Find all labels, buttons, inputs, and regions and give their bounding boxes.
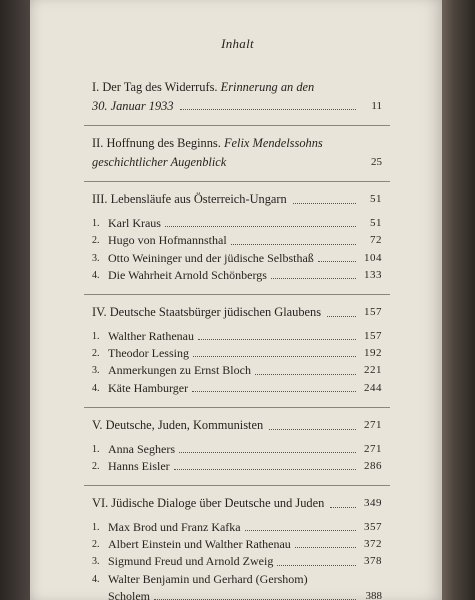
toc-entry — [92, 362, 382, 379]
toc-entry — [92, 328, 382, 345]
dot-leader — [255, 374, 356, 375]
page-number: 104 — [364, 251, 382, 264]
page-number: 157 — [364, 329, 382, 342]
page-number: 51 — [370, 193, 382, 206]
dot-leader — [269, 429, 356, 430]
page-number: 271 — [364, 418, 382, 431]
section-number: IV. — [92, 305, 107, 320]
entry-title: Karl Kraus — [108, 215, 161, 230]
toc-entry — [92, 441, 382, 458]
entry-title: Otto Weininger und der jüdische Selbsthaß — [108, 250, 314, 265]
toc-section-4 — [92, 295, 382, 407]
entry-index: 2. — [92, 348, 100, 360]
page-number: 157 — [364, 306, 382, 319]
entry-index: 3. — [92, 556, 100, 568]
entry-title: Hugo von Hofmannsthal — [108, 233, 227, 248]
section-title: Der Tag des Widerrufs. — [102, 80, 218, 94]
toc-section-6 — [92, 486, 382, 600]
section-heading — [92, 190, 382, 209]
entry-index: 2. — [92, 539, 100, 551]
entry-title: Albert Einstein und Walther Rathenau — [108, 537, 291, 552]
entry-title: Sigmund Freud und Arnold Zweig — [108, 554, 274, 569]
toc-entry — [92, 215, 382, 232]
dot-leader — [293, 203, 356, 204]
page-number: 51 — [370, 216, 382, 229]
section-heading — [92, 416, 382, 435]
page-number: 357 — [364, 520, 382, 533]
section-subtitle: Felix Mendelssohns — [223, 136, 323, 151]
section-number: II. — [92, 136, 104, 151]
section-title: Lebensläufe aus Österreich-Ungarn — [110, 192, 287, 207]
toc-entry — [92, 345, 382, 362]
toc-section-2 — [92, 126, 382, 181]
dot-leader — [180, 109, 356, 110]
section-subtitle: Erinnerung an den — [220, 80, 315, 94]
dot-leader — [318, 261, 356, 262]
entry-title: Max Brod und Franz Kafka — [108, 519, 241, 534]
section-subtitle-cont: geschichtlicher Augenblick — [92, 154, 227, 169]
page-number: 378 — [364, 555, 382, 568]
section-heading — [92, 134, 382, 171]
entry-index: 4. — [92, 573, 100, 585]
entry-index: 4. — [92, 269, 100, 281]
dot-leader — [192, 391, 356, 392]
section-number: VI. — [92, 496, 109, 511]
dot-leader — [271, 278, 356, 279]
entry-index: 3. — [92, 365, 100, 377]
book-gutter — [0, 0, 30, 600]
entry-list — [92, 215, 382, 284]
section-heading — [92, 494, 382, 513]
entry-title: Die Wahrheit Arnold Schönbergs — [108, 267, 267, 282]
toc-entry — [92, 519, 382, 536]
toc-entry — [92, 267, 382, 284]
toc-section-1 — [92, 78, 382, 125]
entry-index: 1. — [92, 443, 100, 455]
dot-leader — [193, 356, 356, 357]
section-subtitle-cont: 30. Januar 1933 — [92, 98, 174, 113]
entry-index: 1. — [92, 217, 100, 229]
page-number: 349 — [364, 497, 382, 510]
entry-title: Walther Rathenau — [108, 328, 194, 343]
page-number: 271 — [364, 442, 382, 455]
dot-leader — [165, 226, 356, 227]
toc-entry — [92, 553, 382, 570]
entry-index: 2. — [92, 460, 100, 472]
entry-title: Anmerkungen zu Ernst Bloch — [108, 363, 251, 378]
entry-title: Käte Hamburger — [108, 380, 189, 395]
section-heading — [92, 303, 382, 322]
entry-index: 4. — [92, 382, 100, 394]
entry-title: Anna Seghers — [108, 441, 175, 456]
dot-leader — [179, 452, 356, 453]
entry-title: Theodor Lessing — [108, 346, 189, 361]
page-number: 192 — [364, 347, 382, 360]
table-of-contents — [92, 78, 382, 600]
page-number: 133 — [364, 268, 382, 281]
dot-leader — [245, 530, 356, 531]
toc-entry — [92, 380, 382, 397]
page-number: 25 — [371, 155, 382, 168]
section-title: Deutsche, Juden, Kommunisten — [105, 417, 264, 432]
page-number: 286 — [364, 459, 382, 472]
entry-title: Walter Benjamin und Gerhard (Gershom) — [108, 571, 308, 586]
entry-title: Hanns Eisler — [108, 458, 170, 473]
entry-index: 1. — [92, 330, 100, 342]
entry-list — [92, 519, 382, 600]
entry-list — [92, 441, 382, 476]
dot-leader — [198, 339, 356, 340]
section-title: Deutsche Staatsbürger jüdischen Glaubens — [109, 305, 322, 320]
toc-entry — [92, 232, 382, 249]
section-title: Jüdische Dialoge über Deutsche und Juden — [111, 496, 325, 511]
entry-list — [92, 328, 382, 397]
entry-title-cont: Scholem — [108, 588, 150, 600]
page-number: 244 — [364, 381, 382, 394]
toc-entry — [92, 250, 382, 267]
page-number: 372 — [364, 538, 382, 551]
toc-entry — [92, 571, 382, 600]
dot-leader — [277, 565, 356, 566]
entry-index: 3. — [92, 252, 100, 264]
page-number: 388 — [365, 589, 382, 600]
toc-entry — [92, 536, 382, 553]
toc-entry — [92, 458, 382, 475]
section-number: I. — [92, 80, 100, 94]
dot-leader — [327, 316, 356, 317]
dot-leader — [231, 244, 356, 245]
toc-section-5 — [92, 408, 382, 485]
toc-section-3 — [92, 182, 382, 294]
entry-index: 2. — [92, 235, 100, 247]
section-number: III. — [92, 192, 108, 207]
dot-leader — [174, 469, 356, 470]
section-title: Hoffnung des Beginns. — [106, 136, 221, 151]
page-number: 11 — [371, 99, 382, 112]
page-number: 72 — [370, 234, 382, 247]
page-title: Inhalt — [221, 36, 254, 51]
dot-leader — [295, 547, 356, 548]
section-heading — [92, 78, 382, 115]
page-edge-stack — [442, 0, 475, 600]
section-number: V. — [92, 417, 103, 432]
page-number: 221 — [364, 364, 382, 377]
dot-leader — [330, 507, 356, 508]
entry-index: 1. — [92, 521, 100, 533]
